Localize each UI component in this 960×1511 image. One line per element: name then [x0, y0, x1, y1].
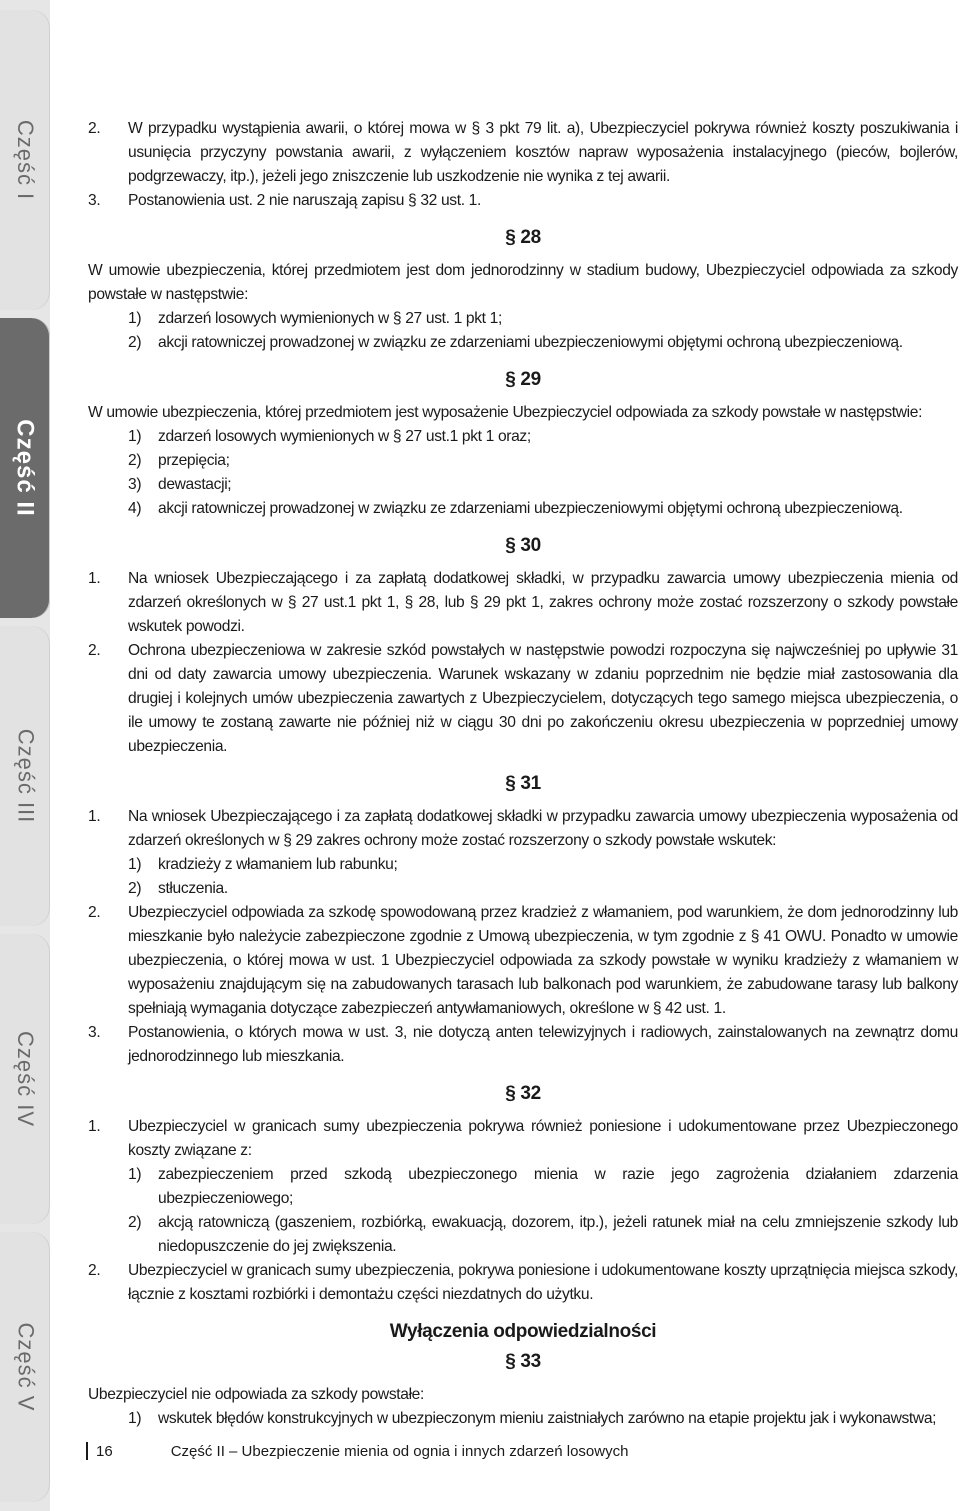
side-tabs [0, 0, 50, 1511]
list-item: 1. Ubezpieczyciel w granicach sumy ubezpieczenia pokrywa również poniesione i udokumentowane przez Ubezpieczonego koszty związane z: [88, 1118, 958, 1159]
document-body [88, 117, 958, 1431]
section-title: § 31 [505, 773, 541, 794]
list-item: 3. Postanowienia ust. 2 nie naruszają zapisu § 32 ust. 1. [88, 192, 481, 209]
sub-item: 2) akcji ratowniczej prowadzonej w związku ze zdarzeniami ubezpieczeniowymi objętymi ochroną ubezpieczeniową. [128, 334, 903, 351]
list-item: 2. Ubezpieczyciel w granicach sumy ubezpieczenia, pokrywa poniesione i udokumentowane koszty uprzątnięcia miejsca szkody, łącznie z kosztami rozbiórki i demontażu części niezdatnych do użytku. [88, 1262, 958, 1303]
sub-item: 1) kradzieży z włamaniem lub rabunku; [128, 856, 398, 873]
list-item: 2. W przypadku wystąpienia awarii, o której mowa w § 3 pkt 79 lit. a), Ubezpieczyciel pokrywa również koszty poszukiwania i usunięcia przyczyny powstania awarii, z wyłączeniem kosztów napraw wyposażenia instalacyjnego (pieców, bojlerów, podgrzewaczy, itp.), jeżeli jego zniszczenie lub uszkodzenie nie wynika z tej awarii. [88, 120, 958, 185]
list-item: 2. Ubezpieczyciel odpowiada za szkodę spowodowaną przez kradzież z włamaniem, pod warunkiem, że dom jednorodzinny lub mieszkanie było należycie zabezpieczone zgodnie z Umową ubezpieczenia, w tym zgodnie z § 41 OWU. Ponadto w umowie ubezpieczenia, o której mowa w ust. 1 Ubezpieczyciel odpowiada za szkody powstałe w wyniku kradzieży z włamaniem w wyposażeniu znajdującym się na zabudowanych tarasach lub balkonach pod warunkiem, że zabudowane tarasy lub balkony spełniają wymagania dotyczące zabezpieczeń antywłamaniowych, określone w § 42 ust. 1. [88, 904, 958, 1017]
tab-part-4[interactable]: Część IV [0, 934, 50, 1224]
tab-part-1[interactable]: Część I [0, 10, 50, 310]
page-footer [86, 1440, 628, 1462]
section-title: § 33 [505, 1351, 541, 1372]
list-item: 3. Postanowienia, o których mowa w ust. 3, nie dotyczą anten telewizyjnych i radiowych, zainstalowanych na zewnątrz domu jednorodzinnego lub mieszkania. [88, 1024, 958, 1065]
sub-item: 4) akcji ratowniczej prowadzonej w związku ze zdarzeniami ubezpieczeniowymi objętymi ochroną ubezpieczeniową. [128, 500, 903, 517]
paragraph: W umowie ubezpieczenia, której przedmiotem jest dom jednorodzinny w stadium budowy, Ubezpieczyciel odpowiada za szkody powstałe w następstwie: [88, 262, 958, 303]
paragraph: Ubezpieczyciel nie odpowiada za szkody powstałe: [88, 1386, 424, 1403]
section-title: § 28 [505, 227, 541, 248]
sub-item: 1) zdarzeń losowych wymienionych w § 27 ust. 1 pkt 1; [128, 310, 502, 327]
paragraph: W umowie ubezpieczenia, której przedmiotem jest wyposażenie Ubezpieczyciel odpowiada za szkody powstałe w następstwie: [88, 404, 923, 421]
sub-item: 1) wskutek błędów konstrukcyjnych w ubezpieczonym mieniu zaistniałych zarówno na etapie projektu jak i wykonawstwa; [128, 1410, 937, 1427]
sub-item: 2) akcją ratowniczą (gaszeniem, rozbiórką, ewakuacją, dozorem, itp.), jeżeli ratunek miał na celu zmniejszenie szkody lub niedopuszczenie do jej zwiększenia. [128, 1214, 958, 1255]
footer-title: Część II – Ubezpieczenie mienia od ognia i innych zdarzeń losowych [170, 1442, 629, 1460]
tab-part-5[interactable]: Część V [0, 1232, 50, 1502]
sub-item: 2) stłuczenia. [128, 880, 228, 897]
sub-item: 1) zdarzeń losowych wymienionych w § 27 ust.1 pkt 1 oraz; [128, 428, 531, 445]
section-title: § 30 [505, 535, 541, 556]
section-title: § 29 [505, 369, 541, 390]
tab-part-3[interactable]: Część III [0, 626, 50, 926]
sub-item: 3) dewastacji; [128, 476, 232, 493]
exclusions-heading: Wyłączenia odpowiedzialności [389, 1321, 657, 1342]
list-item: 2. Ochrona ubezpieczeniowa w zakresie szkód powstałych w następstwie powodzi rozpoczyna się najwcześniej po upływie 31 dni od daty zawarcia umowy ubezpieczenia. Warunek wskazany w zdaniu poprzednim nie będzie miał zastosowania dla drugiej i kolejnych umów ubezpieczenia zawartych z Ubezpieczycielem, dotyczących tego samego miejsca ubezpieczenia, o ile umowy te zostaną zawarte nie później niż w ciągu 30 dni po zakończeniu okresu ubezpieczenia w poprzedniej umowy ubezpieczenia. [88, 642, 958, 755]
tab-part-2[interactable]: Część II [0, 318, 50, 618]
footer-divider [86, 1442, 88, 1460]
list-item: 1. Na wniosek Ubezpieczającego i za zapłatą dodatkowej składki w przypadku zawarcia umowy ubezpieczenia wyposażenia od zdarzeń określonych w § 29 zakres ochrony może zostać rozszerzony o szkody powstałe wskutek: [88, 808, 958, 849]
list-item: 1. Na wniosek Ubezpieczającego i za zapłatą dodatkowej składki, w przypadku zawarcia umowy ubezpieczenia mienia od zdarzeń określonych w § 27 ust.1 pkt 1, § 28, lub § 29 pkt 1, zakres ochrony może zostać rozszerzony o szkody powstałe wskutek powodzi. [88, 570, 958, 635]
page-number: 16 [96, 1442, 113, 1460]
section-title: § 32 [505, 1083, 541, 1104]
sub-item: 2) przepięcia; [128, 452, 230, 469]
sub-item: 1) zabezpieczeniem przed szkodą ubezpieczonego mienia w razie jego zagrożenia działaniem zdarzenia ubezpieczeniowego; [128, 1166, 958, 1207]
